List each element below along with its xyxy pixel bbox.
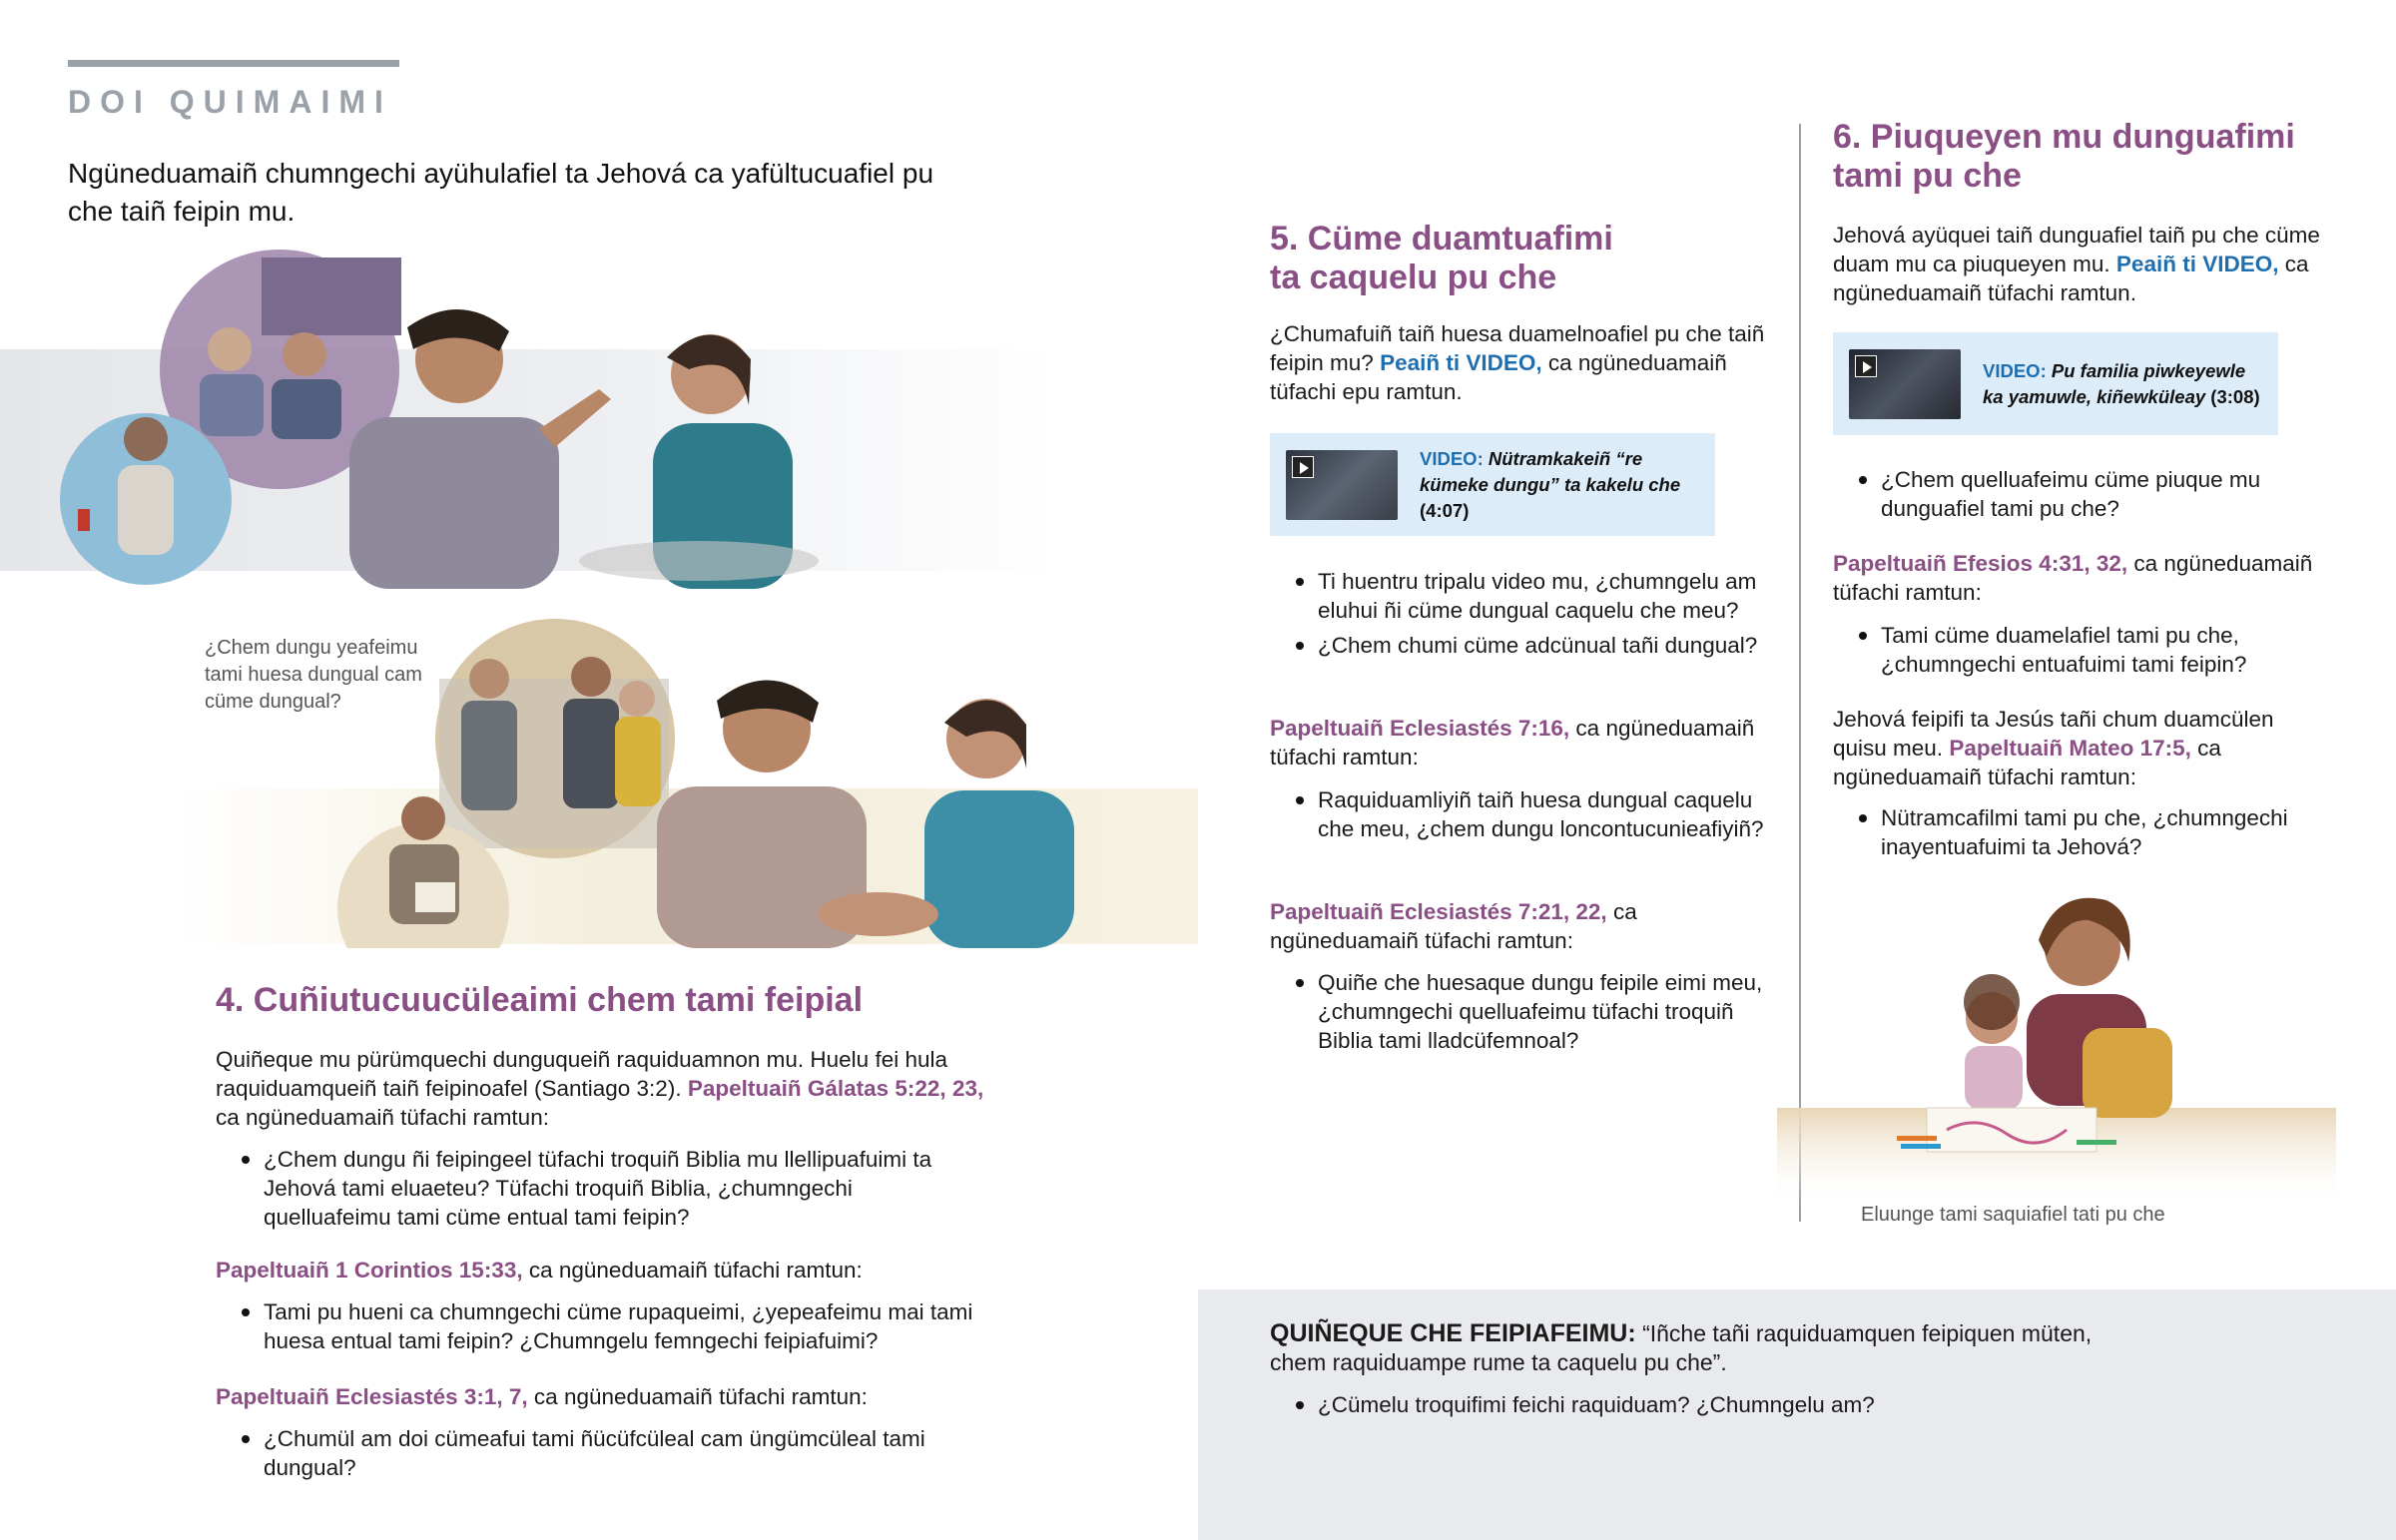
video-thumbnail[interactable]	[1286, 450, 1398, 520]
section-6-paragraph-after: ca ngüneduamaiñ tüfachi ramtun.	[1833, 252, 2309, 305]
video-link[interactable]: Peaiñ ti VIDEO,	[1380, 350, 1542, 375]
summary-quote: “Iñche tañi raquiduamquen feipiquen müten, chem raquiduampe rume ta caquelu pu che”.	[1270, 1320, 2093, 1375]
section-6-paragraph-3-after: ca ngüneduamaiñ tüfachi ramtun:	[1833, 736, 2221, 789]
list-item: ¿Chem dungu ñi feipingeel tüfachi troquiñ Biblia mu llellipuafuimi ta Jehová tami eluaeteu? Tüfachi troquiñ Biblia, ¿chumngechi quelluafeimu tami cüme entual tami feipin?	[216, 1145, 974, 1232]
section-4-ref-3	[216, 1382, 994, 1411]
illustration-caption: ¿Chem dungu yeafeimu tami huesa dungual cam cüme dungual?	[205, 637, 422, 713]
section-6-title-line-2: tami pu che	[1833, 157, 2022, 195]
section-6-ref-2	[1833, 549, 2352, 607]
ref-2-after: ca ngüneduamaiñ tüfachi ramtun:	[522, 1258, 863, 1283]
list-item: Raquiduamliyiñ taiñ huesa dungual caquelu che meu, ¿chem dungu loncontucunieafiyiñ?	[1270, 785, 1769, 843]
list-item: Nütramcafilmi tami pu che, ¿chumngechi inayentuafuimi ta Jehová?	[1833, 803, 2322, 861]
section-4-bullets-1	[216, 1145, 974, 1238]
list-item: ¿Chem chumi cüme adcünual tañi dungual?	[1270, 631, 1789, 660]
section-5-paragraph-text: ¿Chumafuiñ taiñ huesa duamelnoafiel pu che taiñ feipin mu?	[1270, 321, 1765, 375]
list-item: Tami cüme duamelafiel tami pu che, ¿chumngechi entuafuimi tami feipin?	[1833, 621, 2322, 679]
ref-3-after: ca ngüneduamaiñ tüfachi ramtun:	[1270, 899, 1637, 953]
video-caption	[1420, 446, 1699, 524]
video-card-section-5[interactable]	[1270, 433, 1715, 536]
section-4-paragraph-text: Quiñeque mu pürümquechi dunguqueiñ raquiduamnon mu. Huelu fei hula raquiduamqueiñ taiñ feipinoafel (Santiago 3:2).	[216, 1047, 947, 1101]
list-item: ¿Chumül am doi cümeafui tami ñücüfcüleal cam üngümcüleal tami dungual?	[216, 1424, 934, 1482]
section-5-paragraph	[1270, 319, 1769, 406]
section-5-title	[1270, 220, 1769, 297]
scripture-ref-eclesiastes-7-21[interactable]: Papeltuaiñ Eclesiastés 7:21, 22,	[1270, 899, 1607, 924]
section-5-bullets-3	[1270, 968, 1769, 1061]
video-card-section-6[interactable]	[1833, 332, 2278, 435]
video-thumbnail[interactable]	[1849, 349, 1961, 419]
section-4-title: 4. Cuñiutucuucüleaimi chem tami feipial	[216, 981, 864, 1019]
section-5-title-line-1: 5. Cüme duamtuafimi	[1270, 220, 1613, 257]
summary-bullets	[1270, 1390, 2148, 1425]
list-item: Ti huentru tripalu video mu, ¿chumngelu am eluhui ñi cüme dungual caquelu che meu?	[1270, 567, 1789, 625]
ref-3-after: ca ngüneduamaiñ tüfachi ramtun:	[527, 1384, 868, 1409]
list-item: Tami pu hueni ca chumngechi cüme rupaqueimi, ¿yepeafeimu mai tami huesa entual tami feipin? ¿Chumngelu femngechi feipiafuimi?	[216, 1297, 974, 1355]
section-4-bullets-3	[216, 1424, 934, 1488]
video-link[interactable]: Peaiñ ti VIDEO,	[2115, 252, 2279, 276]
ref-2-after: ca ngüneduamaiñ tüfachi ramtun:	[1833, 551, 2313, 605]
scripture-ref-galatas[interactable]: Papeltuaiñ Gálatas 5:22, 23,	[687, 1076, 984, 1101]
section-6-paragraph-text: Jehová ayüquei taiñ dunguafiel taiñ pu che cüme duam mu ca piuqueyen mu.	[1833, 223, 2320, 276]
section-6-title	[1833, 118, 2352, 196]
scripture-ref-mateo[interactable]: Papeltuaiñ Mateo 17:5,	[1949, 736, 2191, 761]
list-item: ¿Cümelu troquifimi feichi raquiduam? ¿Chumngelu am?	[1270, 1390, 2148, 1419]
list-item: ¿Chem quelluafeimu cüme piuque mu dunguafiel tami pu che?	[1833, 465, 2322, 523]
section-4-paragraph	[216, 1045, 994, 1132]
illustration-reconcile	[319, 619, 1198, 948]
section-4-paragraph-after: ca ngüneduamaiñ tüfachi ramtun:	[216, 1105, 549, 1130]
section-6-bullets-1	[1833, 465, 2322, 529]
section-5-bullets-1	[1270, 567, 1789, 666]
section-6-paragraph-3	[1833, 705, 2322, 791]
illustration-mother-child	[1777, 878, 2336, 1208]
section-5-paragraph-after: ca ngüneduamaiñ tüfachi epu ramtun.	[1270, 350, 1727, 404]
summary-label: QUIÑEQUE CHE FEIPIAFEIMU:	[1270, 1319, 1636, 1347]
video-caption	[1983, 358, 2262, 410]
section-6-image-caption: Eluunge tami saquiafiel tati pu che	[1861, 1204, 2165, 1226]
play-icon[interactable]	[1292, 456, 1314, 478]
video-duration: (3:08)	[2205, 385, 2260, 407]
section-5-ref-2	[1270, 714, 1789, 771]
illustration-argument	[0, 240, 1058, 589]
section-6-paragraph-3-text: Jehová feipifi ta Jesús tañi chum duamcülen quisu meu.	[1833, 707, 2274, 761]
section-5-bullets-2	[1270, 785, 1769, 849]
header-rule	[68, 60, 399, 67]
scripture-ref-eclesiastes-3[interactable]: Papeltuaiñ Eclesiastés 3:1, 7,	[216, 1384, 528, 1409]
play-icon[interactable]	[1855, 355, 1877, 377]
intro-text: Ngüneduamaiñ chumngechi ayühulafiel ta Jehová ca yafültucuafiel pu che taiñ feipin mu.	[68, 158, 934, 227]
section-kicker: DOI QUIMAIMI	[68, 84, 392, 120]
summary-statement	[1270, 1319, 2148, 1377]
video-duration: (4:07)	[1420, 499, 1470, 521]
scripture-ref-eclesiastes-7-16[interactable]: Papeltuaiñ Eclesiastés 7:16,	[1270, 716, 1570, 741]
section-6-bullets-3	[1833, 803, 2322, 867]
section-5-title-line-2: ta caquelu pu che	[1270, 258, 1557, 296]
section-6-bullets-2	[1833, 621, 2322, 685]
scripture-ref-efesios[interactable]: Papeltuaiñ Efesios 4:31, 32,	[1833, 551, 2128, 576]
section-5-ref-3	[1270, 897, 1769, 955]
scripture-ref-corintios[interactable]: Papeltuaiñ 1 Corintios 15:33,	[216, 1258, 523, 1283]
list-item: Quiñe che huesaque dungu feipile eimi meu, ¿chumngechi quelluafeimu tüfachi troquiñ Biblia tami lladcüfemnoal?	[1270, 968, 1769, 1055]
section-6-paragraph	[1833, 221, 2322, 307]
section-6-title-line-1: 6. Piuqueyen mu dunguafimi	[1833, 118, 2295, 156]
video-title: Pu familia piwkeyewle ka yamuwle, kiñewküleay	[1983, 359, 2246, 407]
video-label: VIDEO:	[1983, 359, 2047, 381]
section-4-bullets-2	[216, 1297, 974, 1361]
video-label: VIDEO:	[1420, 447, 1484, 469]
section-4-ref-2	[216, 1256, 994, 1284]
video-title: Nütramkakeiñ “re kümeke dungu” ta kakelu che	[1420, 447, 1681, 495]
ref-2-after: ca ngüneduamaiñ tüfachi ramtun:	[1270, 716, 1755, 770]
